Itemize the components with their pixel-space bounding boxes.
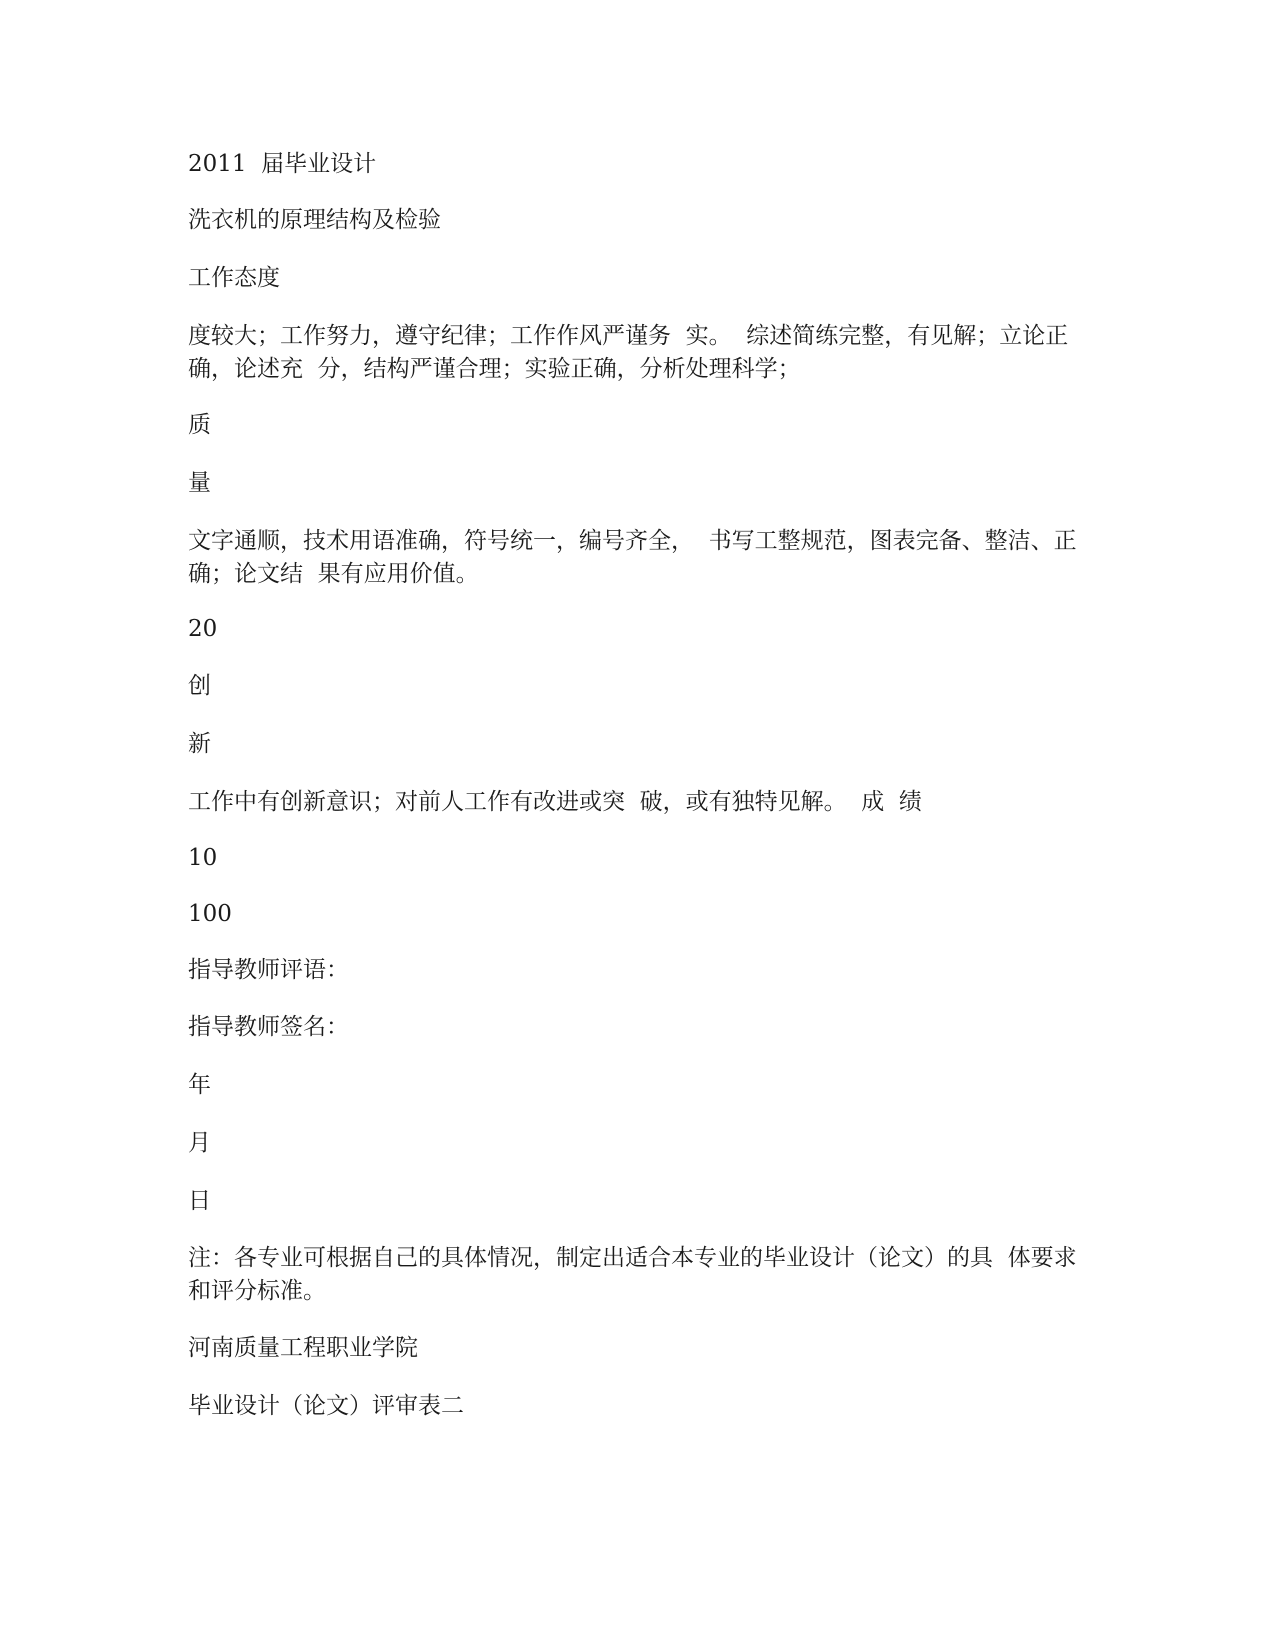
attitude-criteria-paragraph: 度较大；工作努力，遵守纪律；工作作风严谨务 实。 综述简练完整，有见解；立论正确，论述充 分，结构严谨合理；实验正确，分析处理科学； <box>188 323 1069 382</box>
graduation-year-heading: 2011 届毕业设计 <box>188 151 377 177</box>
innovation-score: 10 <box>188 845 218 871</box>
advisor-comments-label: 指导教师评语： <box>188 957 349 983</box>
innovation-criteria-paragraph: 工作中有创新意识；对前人工作有改进或突 破，或有独特见解。 成 绩 <box>188 789 922 815</box>
quality-label-char-2: 量 <box>188 470 211 496</box>
work-attitude-label: 工作态度 <box>188 265 280 291</box>
institution-name: 河南质量工程职业学院 <box>188 1335 418 1361</box>
quality-score: 20 <box>188 616 218 642</box>
date-day-label: 日 <box>188 1188 211 1214</box>
advisor-signature-label: 指导教师签名： <box>188 1014 349 1040</box>
total-score: 100 <box>188 901 232 927</box>
quality-criteria-paragraph: 文字通顺，技术用语准确，符号统一，编号齐全， 书写工整规范，图表完备、整洁、正确；论文结 果有应用价值。 <box>188 528 1077 587</box>
date-year-label: 年 <box>188 1072 211 1098</box>
review-form-title: 毕业设计（论文）评审表二 <box>188 1393 464 1419</box>
note-paragraph: 注：各专业可根据自己的具体情况，制定出适合本专业的毕业设计（论文）的具 体要求和评分标准。 <box>188 1245 1077 1304</box>
quality-label-char-1: 质 <box>188 412 211 438</box>
thesis-title: 洗衣机的原理结构及检验 <box>188 207 441 233</box>
innovation-label-char-2: 新 <box>188 731 211 757</box>
date-month-label: 月 <box>188 1130 211 1156</box>
innovation-label-char-1: 创 <box>188 673 211 699</box>
